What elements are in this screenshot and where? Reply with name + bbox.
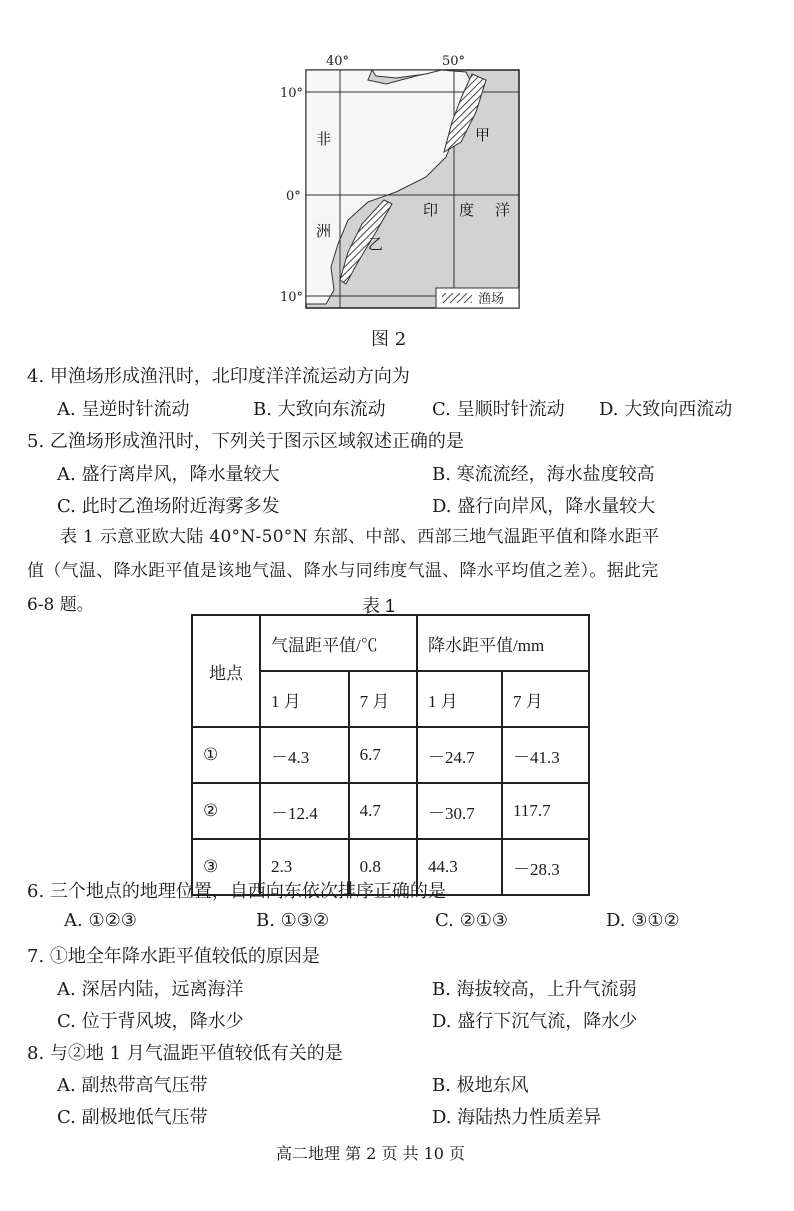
value-cell: 4.7 (349, 783, 417, 839)
question-5-stem: 5. 乙渔场形成渔汛时，下列关于图示区域叙述正确的是 (27, 431, 464, 452)
header-temp: 气温距平值/℃ (260, 615, 417, 671)
label-yi: 乙 (368, 235, 384, 253)
label-africa-1: 非 (316, 130, 332, 148)
value-cell: －41.3 (502, 727, 589, 783)
fishery-map (276, 52, 526, 314)
question-4-stem: 4. 甲渔场形成渔汛时，北印度洋洋流运动方向为 (27, 366, 410, 387)
q6-option-c: C. ②①③ (435, 910, 508, 931)
q4-option-b: B. 大致向东流动 (253, 399, 386, 420)
legend-swatch (442, 293, 472, 303)
label-africa-2: 洲 (316, 222, 332, 240)
intro-line-1: 表 1 示意亚欧大陆 40°N-50°N 东部、中部、西部三地气温距平值和降水距平 (60, 527, 660, 547)
q4-option-a: A. 呈逆时针流动 (57, 399, 190, 420)
table-header-row (192, 615, 589, 671)
lat-label: 10° (280, 86, 304, 101)
month-cell: 1 月 (417, 671, 502, 727)
q5-option-d: D. 盛行向岸风，降水量较大 (432, 496, 656, 517)
header-place: 地点 (192, 615, 260, 727)
lon-label: 40° (326, 54, 350, 69)
q7-option-c: C. 位于背风坡，降水少 (57, 1011, 244, 1032)
value-cell: －24.7 (417, 727, 502, 783)
question-6-stem: 6. 三个地点的地理位置，自西向东依次排序正确的是 (27, 881, 446, 902)
table-title: 表 1 (362, 596, 396, 616)
figure-caption: 图 2 (371, 329, 407, 350)
value-cell: －30.7 (417, 783, 502, 839)
q4-option-d: D. 大致向西流动 (599, 399, 733, 420)
q6-option-a: A. ①②③ (64, 910, 137, 931)
q8-option-b: B. 极地东风 (432, 1075, 529, 1096)
q8-option-d: D. 海陆热力性质差异 (432, 1107, 602, 1128)
value-cell: －12.4 (260, 783, 349, 839)
table-row (192, 783, 589, 839)
q7-option-a: A. 深居内陆，远离海洋 (57, 979, 244, 1000)
label-ocean-1: 印 (423, 201, 439, 219)
month-cell: 7 月 (502, 671, 589, 727)
q6-option-b: B. ①③② (256, 910, 330, 931)
intro-line-2: 值（气温、降水距平值是该地气温、降水与同纬度气温、降水平均值之差）。据此完 (27, 561, 659, 581)
climate-anomaly-table (191, 614, 590, 896)
q7-option-d: D. 盛行下沉气流，降水少 (432, 1011, 638, 1032)
value-cell: －28.3 (502, 839, 589, 895)
lat-label: 10° (280, 290, 304, 305)
q5-option-a: A. 盛行离岸风，降水量较大 (57, 464, 280, 485)
month-cell: 1 月 (260, 671, 349, 727)
value-cell: 2.3 (260, 839, 349, 895)
q8-option-a: A. 副热带高气压带 (57, 1075, 208, 1096)
lon-label: 50° (442, 54, 466, 69)
question-8-stem: 8. 与②地 1 月气温距平值较低有关的是 (27, 1043, 343, 1064)
header-precip: 降水距平值/mm (417, 615, 589, 671)
place-cell: ② (192, 783, 260, 839)
q5-option-b: B. 寒流流经，海水盐度较高 (432, 464, 655, 485)
table-row (192, 727, 589, 783)
q8-option-c: C. 副极地低气压带 (57, 1107, 208, 1128)
q6-option-d: D. ③①② (606, 910, 680, 931)
q4-option-c: C. 呈顺时针流动 (432, 399, 565, 420)
intro-line-3: 6-8 题。 (27, 595, 94, 615)
value-cell: 0.8 (349, 839, 417, 895)
q5-option-c: C. 此时乙渔场附近海雾多发 (57, 496, 280, 517)
value-cell: 44.3 (417, 839, 502, 895)
value-cell: －4.3 (260, 727, 349, 783)
place-cell: ③ (192, 839, 260, 895)
question-7-stem: 7. ①地全年降水距平值较低的原因是 (27, 946, 320, 967)
label-jia: 甲 (475, 126, 491, 144)
value-cell: 117.7 (502, 783, 589, 839)
label-ocean-2: 度 (459, 201, 475, 219)
value-cell: 6.7 (349, 727, 417, 783)
label-ocean-3: 洋 (495, 201, 511, 219)
lat-label: 0° (286, 189, 301, 204)
q7-option-b: B. 海拔较高，上升气流弱 (432, 979, 637, 1000)
page-footer: 高二地理 第 2 页 共 10 页 (276, 1144, 466, 1163)
legend-label: 渔场 (478, 292, 505, 307)
place-cell: ① (192, 727, 260, 783)
month-cell: 7 月 (349, 671, 417, 727)
